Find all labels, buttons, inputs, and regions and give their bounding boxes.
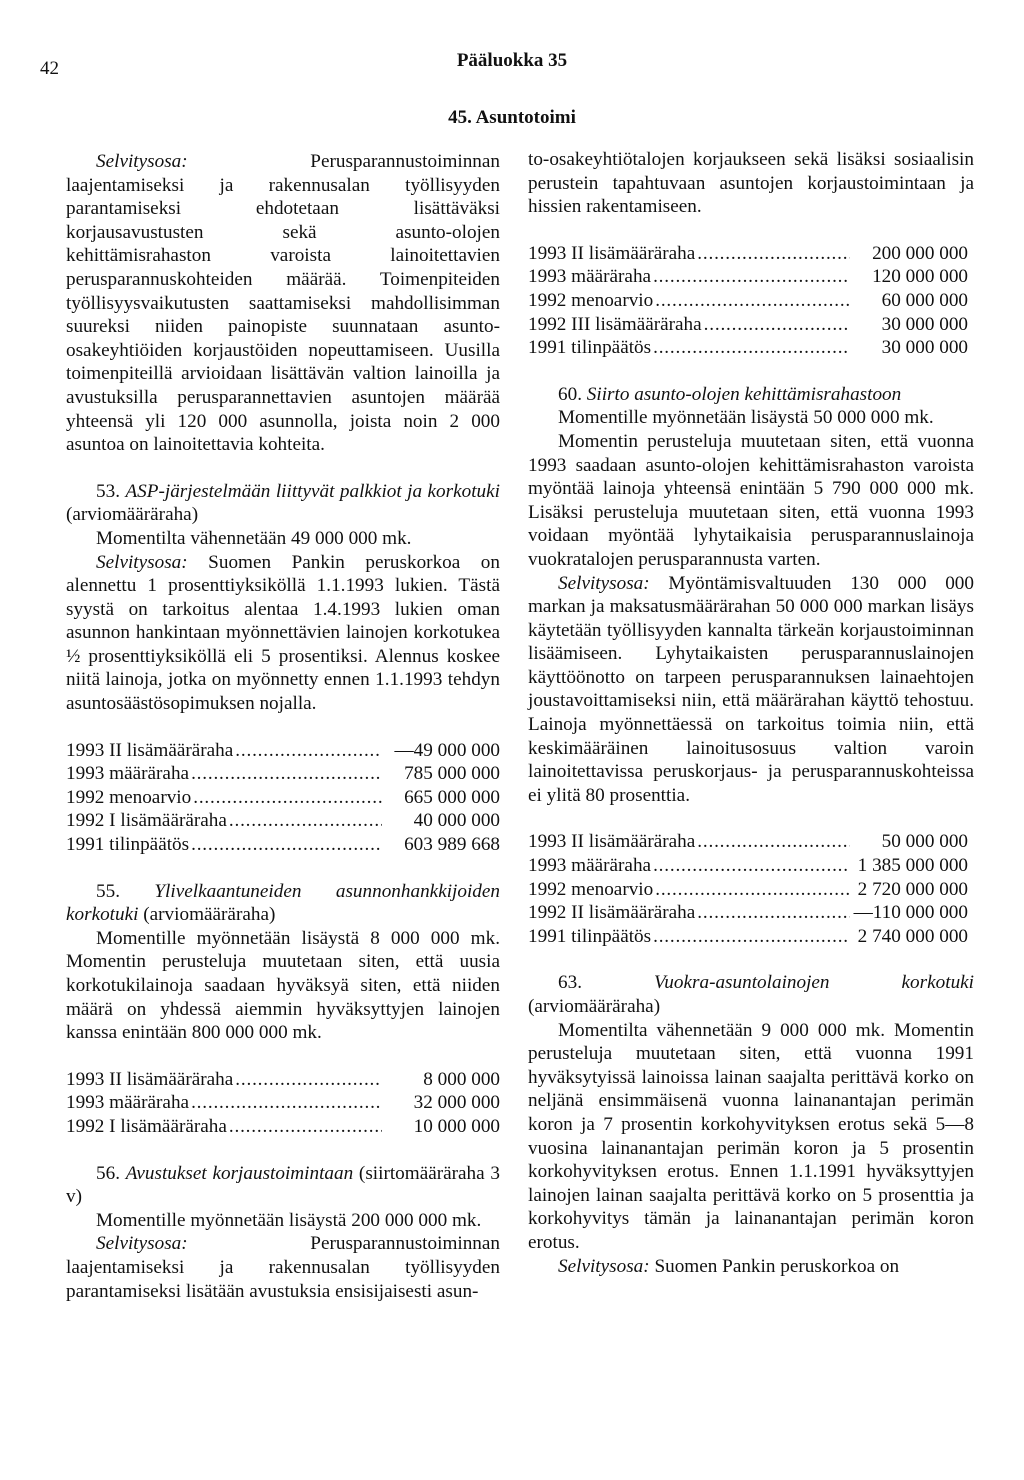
explanation-text: Perusparannustoiminnan laajentamiseksi ja rakennusalan työllisyyden parantamiseksi lisätään avustuksia ensisijaisesti asun-: [66, 1233, 500, 1302]
item-60-explanation: [528, 572, 974, 808]
explanation-text: Myöntämisvaltuuden 130 000 000 markan ja maksatusmäärärahan 50 000 000 markan lisäys käytetään työllisyyden kannalta tärkeän korjaustoiminnan lisäämiseen. Lyhytaikaisten perusparannuslainojen käyttöönotto on tarpeen perusparannuksen lainaehtojen joustavoittamiseksi niin, että määrärahan käyttö tehostuu. Lainoja myönnettäessä on tarkoitus toimia niin, että keskimääräinen lainoitusosuus valtion varoin lainoitettavissa peruskorjaus- ja perusparannuskohteissa ei ylitä 80 prosenttia.: [528, 572, 974, 806]
item-title: Siirto asunto-olojen kehittämisrahastoon: [586, 383, 902, 405]
item-title: ASP-järjestelmään liittyvät palkkiot ja korkotuki: [125, 480, 500, 502]
item-number: 63.: [558, 972, 582, 994]
row-amount: —49 000 000: [394, 739, 500, 761]
item-title-suffix: (arviomääräraha): [66, 504, 199, 526]
item-60-heading: [528, 383, 974, 407]
row-amount: 50 000 000: [881, 831, 968, 853]
item-53-explanation: [66, 551, 500, 716]
table-row: [66, 1091, 500, 1115]
table-row: [66, 833, 500, 857]
item-number: 60.: [558, 383, 582, 405]
item-55-text: Momentille myönnetään lisäystä 8 000 000 mk. Momentin perusteluja muutetaan siten, että uusia korkotukilainoja saadaan hyväksyä siten, että niiden määrä on yhdessä aiemmin hyväksyttyjen lainojen kanssa enintään 800 000 000 mk.: [66, 927, 500, 1044]
row-label: 1992 I lisämääräraha: [66, 810, 227, 832]
item-title-suffix: (siirtomääräraha 3 v): [66, 1162, 500, 1208]
intro-text: Perusparannustoiminnan laajentamiseksi ja rakennusalan työllisyyden parantamiseksi ehdotetaan lisättäväksi korjausavustusten sekä asunto-olojen kehittämisrahaston varoista lainoitettavien perusparannuskohteiden määrää. Toimenpiteiden työllisyysvaikutusten saattamiseksi mahdollisimman suureksi niiden painopiste suunnataan asunto-osakeyhtiöiden korjaustöiden nopeuttamiseen. Uusilla toimenpiteillä arvioidaan lisättävän valtion lainoilla ja avustuksilla perusparannettavien asuntojen määrää yhteensä yli 120 000 asunnolla, joista noin 2 000 asuntoa on lainoitettavia kohteita.: [66, 151, 500, 456]
item-63-explanation: [528, 1255, 974, 1279]
row-label: 1992 menoarvio: [66, 786, 192, 808]
row-amount: 60 000 000: [881, 289, 968, 311]
item-title: Vuokra-asuntolainojen korkotuki: [654, 972, 975, 994]
item-53-heading: [66, 480, 500, 527]
explanation-label: Selvitysosa:: [96, 1233, 188, 1255]
item-63-text: Momentilta vähennetään 9 000 000 mk. Momentin perusteluja muutetaan siten, että vuonna 1991 hyväksytyissä lainoissa lainan saajalta perittävä korko on neljänä ensimmäisenä vuonna lainanantajan perimän koron ja 7 prosentin korkohyvityksen erotus sekä 5—8 vuosina lainanantajan perimän koron ja 5 prosentin korkohyvityksen erotus. Ennen 1.1.1991 hyväksyttyjen lainojen lainan saajalta perittävä korko on 5 prosenttia ja korkohyvitys tämän ja lainanantajan perimän koron erotus.: [528, 1019, 974, 1253]
row-amount: 32 000 000: [413, 1092, 500, 1114]
explanation-text: Suomen Pankin peruskorkoa on alennettu 1 prosenttiyksiköllä 1.1.1993 lukien. Tästä syystä on tarkoitus alentaa 1.4.1993 lukien oman asunnon hankintaan myönnettävien lainojen korkotukea ½ prosenttiyksiköllä eli 5 prosentiksi. Alennus koskee niitä lainoja, jotka on myönnetty ennen 1.1.1993 tehdyn asuntosäästösopimuksen nojalla.: [66, 551, 500, 715]
item-56-line: Momentille myönnetään lisäystä 200 000 000 mk.: [96, 1209, 482, 1231]
item-number: 53.: [96, 480, 120, 502]
item-55-heading: [66, 880, 500, 927]
row-amount: 30 000 000: [881, 337, 968, 359]
row-amount: 785 000 000: [404, 763, 500, 785]
row-label: 1993 määräraha: [66, 1092, 190, 1114]
item-63-heading: [528, 971, 974, 1018]
row-amount: 120 000 000: [872, 266, 968, 288]
table-row: [66, 809, 500, 833]
explanation-text: Suomen Pankin peruskorkoa on: [649, 1255, 900, 1277]
row-label: 1993 II lisämääräraha: [66, 1068, 234, 1090]
item-number: 56.: [96, 1162, 120, 1184]
running-head: Pääluokka 35: [456, 50, 568, 71]
row-label: 1993 II lisämääräraha: [528, 242, 696, 264]
table-row: [528, 878, 968, 902]
item-title: Avustukset korjaustoimintaan: [125, 1162, 354, 1184]
explanation-label: Selvitysosa:: [96, 551, 188, 573]
row-label: 1991 tilinpäätös: [528, 337, 652, 359]
row-label: 1992 III lisämääräraha: [528, 313, 702, 335]
row-amount: 8 000 000: [423, 1068, 500, 1090]
table-row: [528, 925, 968, 949]
row-label: 1993 määräraha: [528, 855, 652, 877]
row-amount: 1 385 000 000: [857, 855, 968, 877]
row-label: 1993 II lisämääräraha: [66, 739, 234, 761]
explanation-label: Selvitysosa:: [558, 572, 650, 594]
row-label: 1992 menoarvio: [528, 289, 654, 311]
table-row: [528, 289, 968, 313]
item-56-heading: [66, 1162, 500, 1209]
item-53-line: Momentilta vähennetään 49 000 000 mk.: [96, 527, 412, 549]
table-row: [66, 739, 500, 763]
explanation-label: Selvitysosa:: [96, 151, 188, 172]
table-row: [66, 762, 500, 786]
row-label: 1992 II lisämääräraha: [528, 902, 696, 924]
table-row: [528, 830, 968, 854]
item-60-line: Momentille myönnetään lisäystä 50 000 000 mk.: [558, 407, 934, 429]
row-amount: 10 000 000: [413, 1115, 500, 1137]
row-label: 1991 tilinpäätös: [528, 925, 652, 947]
item-title-suffix: (arviomääräraha): [138, 904, 276, 926]
row-amount: —110 000 000: [853, 902, 968, 924]
page-number: 42: [40, 58, 59, 79]
row-label: 1993 II lisämääräraha: [528, 831, 696, 853]
row-label: 1993 määräraha: [528, 266, 652, 288]
row-amount: 603 989 668: [404, 834, 500, 856]
row-label: 1992 menoarvio: [528, 878, 654, 900]
explanation-label: Selvitysosa:: [558, 1255, 650, 1277]
table-row: [66, 1068, 500, 1092]
table-row: [528, 242, 968, 266]
intro-paragraph: [66, 150, 500, 457]
row-label: 1992 I lisämääräraha: [66, 1115, 227, 1137]
item-55-table: [66, 1068, 500, 1139]
row-amount: 30 000 000: [881, 313, 968, 335]
left-column: [66, 150, 500, 1303]
item-53-table: [66, 739, 500, 857]
row-label: 1991 tilinpäätös: [66, 834, 190, 856]
table-row: [66, 786, 500, 810]
table-row: [528, 265, 968, 289]
row-amount: 200 000 000: [872, 242, 968, 264]
item-title-suffix: (arviomääräraha): [528, 996, 661, 1017]
table-row: [528, 854, 968, 878]
item-title: Ylivelkaantuneiden asunnonhankkijoiden korkotuki: [66, 880, 500, 926]
item-60-text: Momentin perusteluja muutetaan siten, että vuonna 1993 saadaan asunto-olojen kehittämisrahaston varoista myöntää lainoja yhteensä enintään 5 790 000 000 mk. Lisäksi perusteluja muutetaan siten, että vuonna 1993 voidaan myöntää lyhytaikaisia perusparannuslainoja vuokratalojen perusparannusta varten.: [528, 430, 974, 570]
section-title: 45. Asuntotoimi: [448, 107, 576, 128]
row-amount: 665 000 000: [404, 786, 500, 808]
item-56-table: [528, 242, 968, 360]
row-label: 1993 määräraha: [66, 763, 190, 785]
table-row: [528, 313, 968, 337]
continuation-text: to-osakeyhtiötalojen korjaukseen sekä lisäksi sosiaalisin perustein tapahtuvaan asuntojen korjaustoimintaan ja hissien rakentamiseen.: [528, 149, 974, 218]
row-amount: 2 740 000 000: [857, 925, 968, 947]
row-amount: 2 720 000 000: [857, 878, 968, 900]
item-56-explanation: [66, 1232, 500, 1303]
table-row: [528, 901, 968, 925]
item-number: 55.: [96, 880, 120, 902]
row-amount: 40 000 000: [413, 810, 500, 832]
right-column: [528, 148, 974, 1278]
table-row: [66, 1115, 500, 1139]
table-row: [528, 336, 968, 360]
item-60-table: [528, 830, 968, 948]
